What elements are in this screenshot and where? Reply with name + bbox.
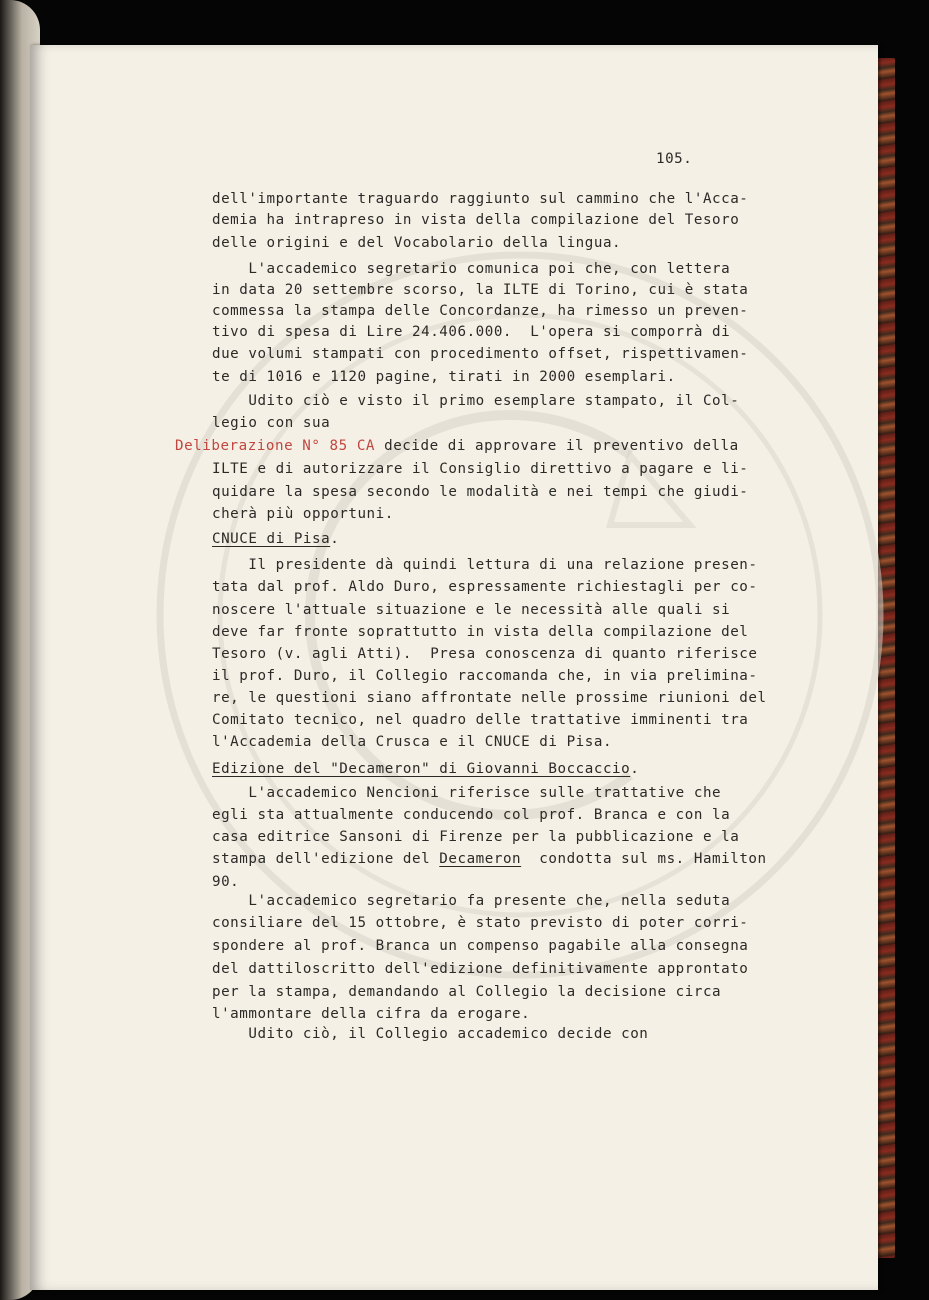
text-line: l'ammontare della cifra da erogare. <box>212 1006 531 1022</box>
text-line: casa editrice Sansoni di Firenze per la pubblicazione e la <box>212 829 740 845</box>
text-line: L'accademico segretario fa presente che, nella seduta <box>212 893 731 909</box>
decameron-title: Decameron <box>439 851 522 867</box>
text-line: dell'importante traguardo raggiunto sul cammino che l'Acca- <box>212 191 749 207</box>
text-line: 90. <box>212 874 240 890</box>
text-line: noscere l'attuale situazione e le necessità alle quali si <box>212 602 731 618</box>
text-line: te di 1016 e 1120 pagine, tirati in 2000 esemplari. <box>212 369 676 385</box>
text-line: Comitato tecnico, nel quadro delle trattative imminenti tra <box>212 712 749 728</box>
page-number: 105. <box>656 151 693 167</box>
deliberation-line <box>175 437 739 455</box>
text-line: delle origini e del Vocabolario della lingua. <box>212 235 622 251</box>
section-heading-cnuce: CNUCE di Pisa. <box>212 531 340 547</box>
text-line: Tesoro (v. agli Atti). Presa conoscenza di quanto riferisce <box>212 646 758 662</box>
deliberation-text: decide di approvare il preventivo della <box>375 438 739 454</box>
text-line: spondere al prof. Branca un compenso pagabile alla consegna <box>212 938 749 954</box>
text-line: per la stampa, demandando al Collegio la decisione circa <box>212 984 722 1000</box>
marbled-cover-edge <box>875 58 895 1258</box>
text-line: del dattiloscritto dell'edizione definitivamente approntato <box>212 961 749 977</box>
text-line: consiliare del 15 ottobre, è stato previsto di poter corri- <box>212 915 749 931</box>
text-line: egli sta attualmente conducendo col prof. Branca e con la <box>212 807 731 823</box>
text-line: tivo di spesa di Lire 24.406.000. L'opera si comporrà di <box>212 324 731 340</box>
text-line: l'Accademia della Crusca e il CNUCE di Pisa. <box>212 734 613 750</box>
text-line: tata dal prof. Aldo Duro, espressamente richiestagli per co- <box>212 579 758 595</box>
text-line: stampa dell'edizione del Decameron condotta sul ms. Hamilton <box>212 851 767 867</box>
text-line: re, le questioni siano affrontate nelle prossime riunioni del <box>212 690 767 706</box>
text-line: quidare la spesa secondo le modalità e nei tempi che giudi- <box>212 484 749 500</box>
text-line: commessa la stampa delle Concordanze, ha rimesso un preven- <box>212 303 749 319</box>
text-line: cherà più opportuni. <box>212 506 394 522</box>
text-line: ILTE e di autorizzare il Consiglio direttivo a pagare e li- <box>212 461 749 477</box>
text-line: il prof. Duro, il Collegio raccomanda che, in via prelimina- <box>212 668 758 684</box>
text-line: L'accademico segretario comunica poi che, con lettera <box>212 261 731 277</box>
text-line: Il presidente dà quindi lettura di una relazione presen- <box>212 557 758 573</box>
text-line: L'accademico Nencioni riferisce sulle trattative che <box>212 785 722 801</box>
text-line: deve far fronte soprattutto in vista della compilazione del <box>212 624 749 640</box>
text-line: Udito ciò e visto il primo esemplare stampato, il Col- <box>212 393 740 409</box>
text-line: Udito ciò, il Collegio accademico decide con <box>212 1026 649 1042</box>
text-line: legio con sua <box>212 415 331 431</box>
deliberation-label: Deliberazione N° 85 CA <box>175 438 376 454</box>
text-line: due volumi stampati con procedimento offset, rispettivamen- <box>212 346 749 362</box>
text-line: in data 20 settembre scorso, la ILTE di Torino, cui è stata <box>212 282 749 298</box>
text-line: demia ha intrapreso in vista della compilazione del Tesoro <box>212 212 740 228</box>
section-heading-decameron: Edizione del "Decameron" di Giovanni Boccaccio. <box>212 761 640 777</box>
